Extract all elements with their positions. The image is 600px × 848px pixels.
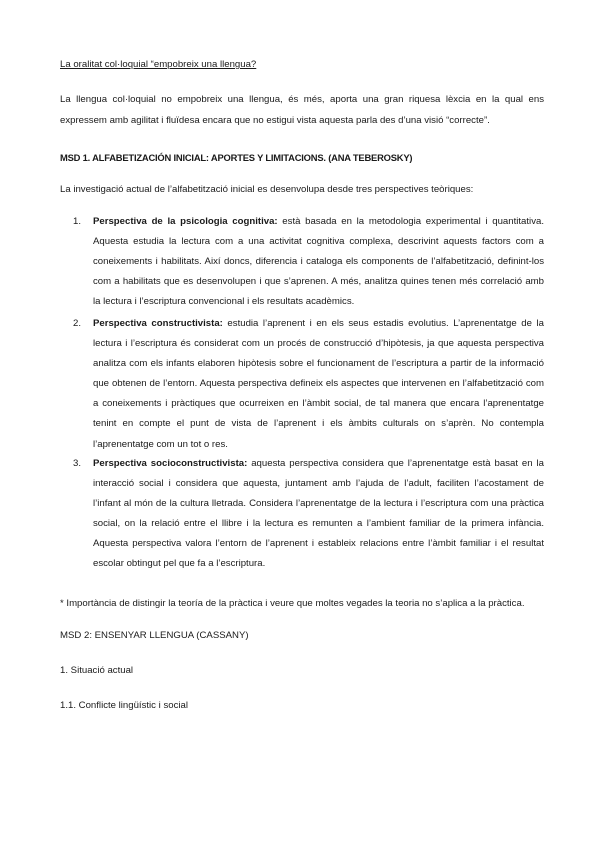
msd1-heading: MSD 1. ALFABETIZACIÓN INICIAL: APORTES Y LIMITACIONS. (ANA TEBEROSKY) xyxy=(60,152,413,163)
list-number: 3. xyxy=(73,458,82,469)
perspectives-list xyxy=(73,212,544,576)
paragraph-orality: La llengua col·loquial no empobreix una llengua, és més, aporta una gran riquesa lèxcia en la qual ens expressem amb agilitat i fluïdesa encara que no estigui vista aquesta parla des d’una visió “correcte”. xyxy=(60,94,544,126)
perspective-text: aquesta perspectiva considera que l’aprenentatge està basat en la interacció social i considera que aquesta, juntament amb l’ajuda de l’adult, faciliten l’acostament de l’infant al món de la cultura lletrada. Considera l’aprenentatge de la lectura i l’escriptura com una pràctica social, on la relació entre el llibre i la lectura es remunten a l’ambient familiar de la primera infància. Aquesta perspectiva valora l’entorn de l’aprenent i estableix relacions entre l’àmbit familiar i el resultat escolar obtingut pel que fa a l’escriptura. xyxy=(93,458,544,570)
list-item xyxy=(73,212,544,314)
list-number: 2. xyxy=(73,318,82,329)
section-heading: 1. Situació actual xyxy=(60,665,134,676)
document-title: La oralitat col·loquial “empobreix una llengua? xyxy=(60,59,257,70)
perspective-term: Perspectiva constructivista: xyxy=(93,318,223,329)
perspective-term: Perspectiva socioconstructivista: xyxy=(93,458,248,469)
list-number: 1. xyxy=(73,216,82,227)
subsection-heading: 1.1. Conflicte lingüístic i social xyxy=(60,700,188,711)
perspective-text: està basada en la metodologia experimental i quantitativa. Aquesta estudia la lectura com a una activitat cognitiva complexa, descrivint aquests factors com a coneixements i habilitats. Així doncs, diferencia i cataloga els components de l’alfabetització, definint-los com a habilitats que es desenvolupen i que s’aprenen. A més, analitza quines tenen més correlació amb la lectura i l’escriptura convencional i els resultats acadèmics. xyxy=(93,216,544,308)
perspective-term: Perspectiva de la psicologia cognitiva: xyxy=(93,216,278,227)
intro-text: La investigació actual de l’alfabetització inicial es desenvolupa desde tres perspectives teòriques: xyxy=(60,184,474,195)
list-item xyxy=(73,454,544,576)
perspective-text: estudia l’aprenent i en els seus estadis evolutius. L’aprenentatge de la lectura i l’escriptura és considerat com un procés de construcció d’hipòtesis, ja que aquesta perspectiva analitza com els infants elaboren hipòtesis sobre el funcionament de l’escriptura a partir de la informació que obtenen de l’entorn. Aquesta perspectiva defineix els aspectes que intervenen en l’alfabetització com a coneixements i pràctiques que ocurreixen en l’àmbit social, de tal manera que encara l’aprenentatge tenint en compte el punt de vista de l’aprenent i els àmbits culturals on s’aprèn. No contempla l’aprenentatge com un tot o res. xyxy=(93,318,544,450)
footnote: * Importància de distingir la teoría de la pràctica i veure que moltes vegades la teoria no s’aplica a la pràctica. xyxy=(60,598,525,609)
msd2-heading: MSD 2: ENSENYAR LLENGUA (CASSANY) xyxy=(60,630,249,641)
list-item xyxy=(73,314,544,454)
